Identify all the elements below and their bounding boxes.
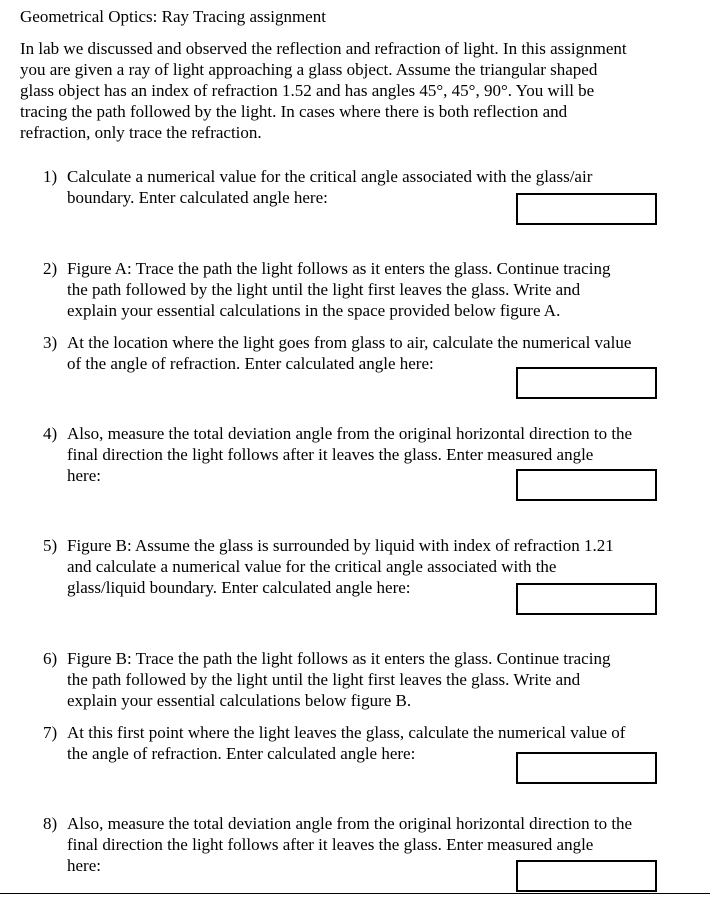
question-line: glass/liquid boundary. Enter calculated angle here: bbox=[67, 578, 411, 597]
answer-box-q7[interactable] bbox=[516, 752, 657, 784]
answer-box-q8[interactable] bbox=[516, 860, 657, 892]
question-line: the path followed by the light until the light first leaves the glass. Write and bbox=[67, 280, 581, 299]
intro-line: tracing the path followed by the light. In cases where there is both reflection and bbox=[20, 102, 568, 121]
page-title: Geometrical Optics: Ray Tracing assignment bbox=[20, 7, 326, 26]
answer-box-q1[interactable] bbox=[516, 193, 657, 225]
question-number: 6) bbox=[43, 649, 58, 668]
question-number: 2) bbox=[43, 259, 58, 278]
question-number: 7) bbox=[43, 723, 58, 742]
question-line: here: bbox=[67, 856, 101, 875]
question-line: explain your essential calculations in the space provided below figure A. bbox=[67, 301, 561, 320]
question-line: and calculate a numerical value for the critical angle associated with the bbox=[67, 557, 557, 576]
answer-box-q4[interactable] bbox=[516, 469, 657, 501]
question-number: 8) bbox=[43, 814, 58, 833]
answer-box-q3[interactable] bbox=[516, 367, 657, 399]
question-line: At the location where the light goes from glass to air, calculate the numerical value bbox=[67, 333, 632, 352]
question-line: Figure A: Trace the path the light follows as it enters the glass. Continue tracing bbox=[67, 259, 611, 278]
question-number: 5) bbox=[43, 536, 58, 555]
question-number: 4) bbox=[43, 424, 58, 443]
question-line: final direction the light follows after it leaves the glass. Enter measured angle bbox=[67, 445, 594, 464]
question-line: boundary. Enter calculated angle here: bbox=[67, 188, 328, 207]
question-line: Calculate a numerical value for the critical angle associated with the glass/air bbox=[67, 167, 593, 186]
question-line: At this first point where the light leaves the glass, calculate the numerical value of bbox=[67, 723, 626, 742]
answer-box-q5[interactable] bbox=[516, 583, 657, 615]
question-line: final direction the light follows after it leaves the glass. Enter measured angle bbox=[67, 835, 594, 854]
intro-line: refraction, only trace the refraction. bbox=[20, 123, 262, 142]
intro-line: you are given a ray of light approaching a glass object. Assume the triangular shaped bbox=[20, 60, 598, 79]
intro-line: glass object has an index of refraction 1.52 and has angles 45°, 45°, 90°. You will be bbox=[20, 81, 595, 100]
question-line: of the angle of refraction. Enter calculated angle here: bbox=[67, 354, 434, 373]
intro-paragraph bbox=[20, 38, 700, 143]
question-line: the angle of refraction. Enter calculated angle here: bbox=[67, 744, 416, 763]
question-line: explain your essential calculations below figure B. bbox=[67, 691, 412, 710]
question-number: 1) bbox=[43, 167, 58, 186]
question-line: Also, measure the total deviation angle from the original horizontal direction to the bbox=[67, 424, 633, 443]
question-line: the path followed by the light until the light first leaves the glass. Write and bbox=[67, 670, 581, 689]
page-bottom-rule bbox=[0, 893, 710, 894]
question-line: Figure B: Trace the path the light follows as it enters the glass. Continue tracing bbox=[67, 649, 611, 668]
question-number: 3) bbox=[43, 333, 58, 352]
question-line: Figure B: Assume the glass is surrounded by liquid with index of refraction 1.21 bbox=[67, 536, 614, 555]
question-line: here: bbox=[67, 466, 101, 485]
intro-line: In lab we discussed and observed the reflection and refraction of light. In this assignment bbox=[20, 39, 627, 58]
question-line: Also, measure the total deviation angle from the original horizontal direction to the bbox=[67, 814, 633, 833]
